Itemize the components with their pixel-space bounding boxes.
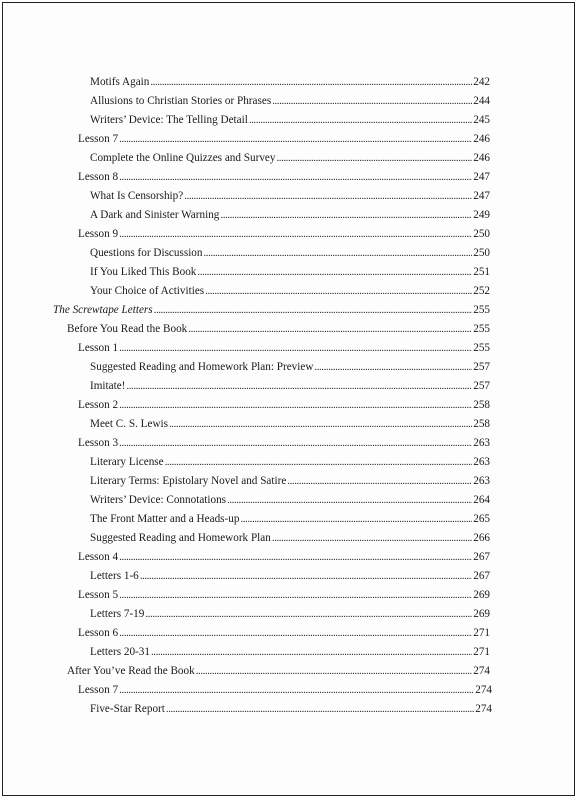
toc-entry-page: 266 — [473, 532, 490, 544]
toc-entry-page: 250 — [473, 228, 490, 240]
toc-entry-page: 274 — [473, 665, 490, 677]
toc-entry — [78, 626, 490, 640]
toc-entry — [90, 94, 490, 108]
toc-entry — [90, 360, 490, 374]
toc-entry — [90, 189, 490, 203]
toc-entry-title: Allusions to Christian Stories or Phrases — [90, 95, 272, 107]
dot-leader — [249, 113, 472, 127]
dot-leader — [119, 398, 472, 412]
toc-entry — [90, 417, 490, 431]
toc-entry-title: Letters 7-19 — [90, 608, 145, 620]
toc-entry — [78, 227, 490, 241]
toc-entry-page: 258 — [473, 399, 490, 411]
toc-entry — [78, 398, 490, 412]
toc-entry — [90, 246, 490, 260]
toc-entry-page: 252 — [473, 285, 490, 297]
dot-leader — [204, 246, 473, 260]
toc-entry-title: Meet C. S. Lewis — [90, 418, 168, 430]
toc-entry-page: 246 — [473, 152, 490, 164]
toc-entry-page: 242 — [473, 76, 490, 88]
dot-leader — [150, 75, 472, 89]
dot-leader — [140, 569, 472, 583]
toc-entry — [90, 474, 490, 488]
toc-entry-page: 247 — [473, 171, 490, 183]
toc-entry-title: A Dark and Sinister Warning — [90, 209, 220, 221]
toc-entry — [78, 588, 490, 602]
dot-leader — [196, 664, 473, 678]
dot-leader — [119, 588, 472, 602]
toc-entry-page: 271 — [473, 646, 490, 658]
toc-entry-page: 251 — [473, 266, 490, 278]
toc-entry-page: 267 — [473, 551, 490, 563]
toc-entry-page: 263 — [473, 456, 490, 468]
toc-entry-title: Complete the Online Quizzes and Survey — [90, 152, 276, 164]
toc-entry-title: Lesson 1 — [78, 342, 119, 354]
dot-leader — [119, 683, 474, 697]
toc-entry-title: Suggested Reading and Homework Plan: Preview — [90, 361, 314, 373]
toc-entry-page: 246 — [473, 133, 490, 145]
dot-leader — [126, 379, 472, 393]
toc-entry — [90, 113, 490, 127]
dot-leader — [154, 303, 473, 317]
toc-entry-title: Questions for Discussion — [90, 247, 203, 259]
toc-entry-page: 258 — [473, 418, 490, 430]
dot-leader — [119, 170, 472, 184]
dot-leader — [197, 265, 472, 279]
toc-entry-title: Writers’ Device: Connotations — [90, 494, 227, 506]
toc-entry-page: 274 — [475, 703, 492, 715]
toc-entry — [90, 493, 490, 507]
toc-entry-title: Your Choice of Activities — [90, 285, 205, 297]
toc-entry-title: Imitate! — [90, 380, 126, 392]
dot-leader — [119, 132, 472, 146]
toc-entry-title: Literary License — [90, 456, 164, 468]
toc-entry-title: Lesson 5 — [78, 589, 119, 601]
toc-entry — [78, 683, 492, 697]
toc-entry-page: 274 — [475, 684, 492, 696]
toc-entry-title: Writers’ Device: The Telling Detail — [90, 114, 248, 126]
toc-entry — [78, 436, 490, 450]
toc-entry — [78, 550, 490, 564]
toc-entry-page: 264 — [473, 494, 490, 506]
dot-leader — [119, 550, 472, 564]
toc-book-title: The Screwtape Letters — [53, 304, 153, 316]
toc-entry — [90, 455, 490, 469]
toc-entry-title: If You Liked This Book — [90, 266, 197, 278]
dot-leader — [220, 208, 472, 222]
dot-leader — [188, 322, 472, 336]
toc-entry-page: 255 — [473, 342, 490, 354]
toc-entry-title: Motifs Again — [90, 76, 150, 88]
dot-leader — [276, 151, 472, 165]
toc-entry-title: Lesson 3 — [78, 437, 119, 449]
toc-entry-page: 257 — [473, 361, 490, 373]
toc-entry-title: Suggested Reading and Homework Plan — [90, 532, 271, 544]
toc-entry — [67, 664, 490, 678]
dot-leader — [272, 531, 472, 545]
toc-entry-title: Letters 1-6 — [90, 570, 139, 582]
toc-entry-title: Lesson 2 — [78, 399, 119, 411]
dot-leader — [165, 455, 473, 469]
toc-entry-title: The Front Matter and a Heads-up — [90, 513, 240, 525]
toc-entry-page: 245 — [473, 114, 490, 126]
toc-entry-title: Five-Star Report — [90, 703, 165, 715]
dot-leader — [240, 512, 472, 526]
toc-entry-title: Before You Read the Book — [67, 323, 188, 335]
toc-entry-title: Lesson 8 — [78, 171, 119, 183]
toc-entry-title: Lesson 6 — [78, 627, 119, 639]
toc-entry-title: Lesson 7 — [78, 133, 119, 145]
toc-entry — [78, 170, 490, 184]
dot-leader — [272, 94, 472, 108]
toc-entry — [90, 75, 490, 89]
dot-leader — [205, 284, 472, 298]
toc-entry-page: 255 — [473, 304, 490, 316]
toc-entry — [90, 702, 492, 716]
toc-entry — [90, 151, 490, 165]
toc-entry — [90, 607, 490, 621]
toc-entry-title: What Is Censorship? — [90, 190, 184, 202]
dot-leader — [151, 645, 472, 659]
toc-entry-page: 249 — [473, 209, 490, 221]
toc-entry — [78, 132, 490, 146]
toc-entry-page: 244 — [473, 95, 490, 107]
toc-entry-title: Lesson 9 — [78, 228, 119, 240]
toc-entry — [90, 512, 490, 526]
toc-entry-title: Literary Terms: Epistolary Novel and Satire — [90, 475, 287, 487]
table-of-contents — [3, 3, 574, 795]
dot-leader — [287, 474, 472, 488]
toc-entry — [53, 303, 490, 317]
toc-entry-title: Letters 20-31 — [90, 646, 150, 658]
toc-entry-title: Lesson 7 — [78, 684, 119, 696]
toc-entry — [78, 341, 490, 355]
dot-leader — [227, 493, 472, 507]
toc-entry-title: Lesson 4 — [78, 551, 119, 563]
toc-entry-page: 271 — [473, 627, 490, 639]
dot-leader — [314, 360, 472, 374]
toc-entry — [90, 284, 490, 298]
toc-entry-page: 269 — [473, 589, 490, 601]
dot-leader — [169, 417, 472, 431]
toc-entry-title: After You’ve Read the Book — [67, 665, 195, 677]
toc-entry-page: 269 — [473, 608, 490, 620]
dot-leader — [166, 702, 474, 716]
toc-entry-page: 263 — [473, 437, 490, 449]
toc-entry — [90, 569, 490, 583]
toc-entry-page: 255 — [473, 323, 490, 335]
toc-entry-page: 267 — [473, 570, 490, 582]
toc-entry-page: 265 — [473, 513, 490, 525]
toc-entry — [90, 208, 490, 222]
toc-entry — [67, 322, 490, 336]
document-page — [2, 2, 575, 796]
toc-entry-page: 263 — [473, 475, 490, 487]
dot-leader — [119, 436, 472, 450]
toc-entry-page: 247 — [473, 190, 490, 202]
toc-entry — [90, 379, 490, 393]
dot-leader — [184, 189, 472, 203]
toc-entry — [90, 645, 490, 659]
toc-entry — [90, 531, 490, 545]
dot-leader — [145, 607, 472, 621]
toc-entry — [90, 265, 490, 279]
dot-leader — [119, 227, 472, 241]
dot-leader — [119, 626, 472, 640]
toc-entry-page: 257 — [473, 380, 490, 392]
dot-leader — [119, 341, 472, 355]
toc-entry-page: 250 — [473, 247, 490, 259]
